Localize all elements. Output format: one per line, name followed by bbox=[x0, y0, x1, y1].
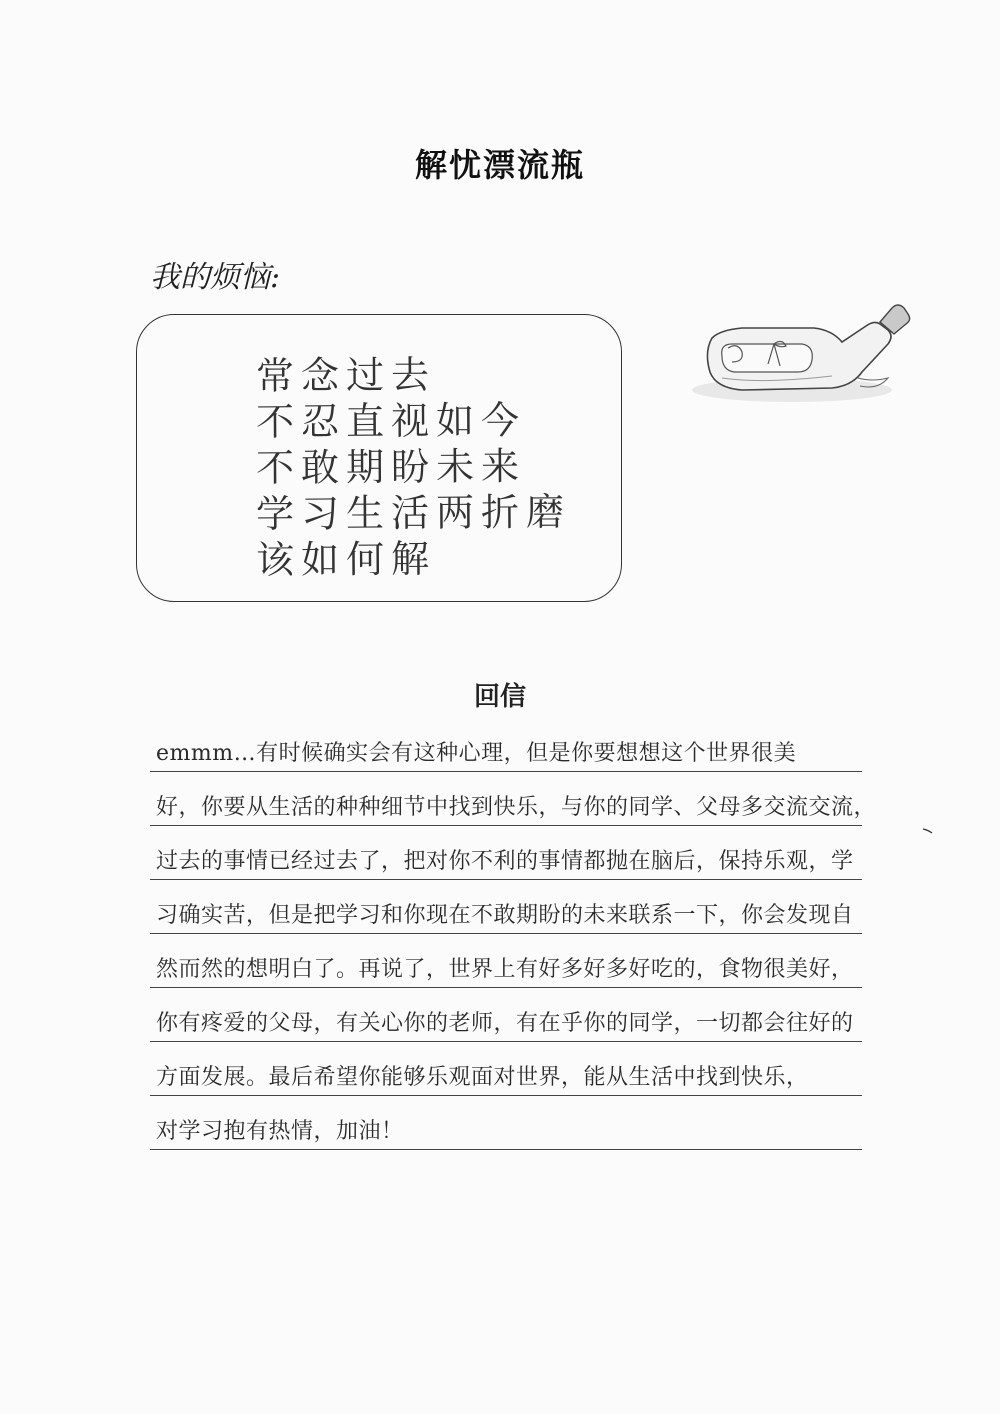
reply-line bbox=[150, 718, 862, 772]
reply-line bbox=[150, 772, 877, 826]
reply-line-text: 好，你要从生活的种种细节中找到快乐，与你的同学、父母多交流交流， bbox=[156, 795, 877, 820]
worry-label: 我的烦恼: bbox=[150, 260, 281, 295]
reply-line bbox=[150, 826, 862, 880]
worry-line: 该如何解 bbox=[255, 536, 437, 583]
reply-line-text: 你有疼爱的父母，有关心你的老师，有在乎你的同学，一切都会往好的 bbox=[156, 1011, 854, 1036]
message-in-bottle-icon bbox=[682, 286, 922, 416]
reply-line bbox=[150, 988, 862, 1042]
worry-text bbox=[255, 352, 572, 583]
reply-line-text: emmm…有时候确实会有这种心理，但是你要想想这个世界很美 bbox=[156, 741, 797, 766]
reply-line-text: 方面发展。最后希望你能够乐观面对世界，能从生活中找到快乐， bbox=[156, 1065, 809, 1090]
reply-letter bbox=[150, 718, 877, 1150]
pen-mark bbox=[922, 828, 934, 834]
reply-line-text: 过去的事情已经过去了，把对你不利的事情都抛在脑后，保持乐观，学 bbox=[156, 849, 854, 874]
worry-line: 学习生活两折磨 bbox=[255, 489, 572, 537]
reply-line bbox=[150, 880, 862, 934]
reply-title: 回信 bbox=[473, 682, 526, 712]
page-title: 解忧漂流瓶 bbox=[414, 146, 585, 184]
reply-line bbox=[150, 1096, 862, 1150]
worry-line: 不忍直视如今 bbox=[255, 398, 527, 445]
reply-line-text: 习确实苦，但是把学习和你现在不敢期盼的未来联系一下，你会发现自 bbox=[156, 903, 854, 928]
reply-line bbox=[150, 1042, 862, 1096]
worry-line: 不敢期盼未来 bbox=[255, 444, 527, 491]
reply-line bbox=[150, 934, 862, 988]
reply-line-text: 然而然的想明白了。再说了，世界上有好多好多好吃的，食物很美好， bbox=[156, 957, 854, 982]
reply-line-text: 对学习抱有热情，加油！ bbox=[156, 1119, 404, 1144]
worry-line: 常念过去 bbox=[255, 352, 437, 399]
